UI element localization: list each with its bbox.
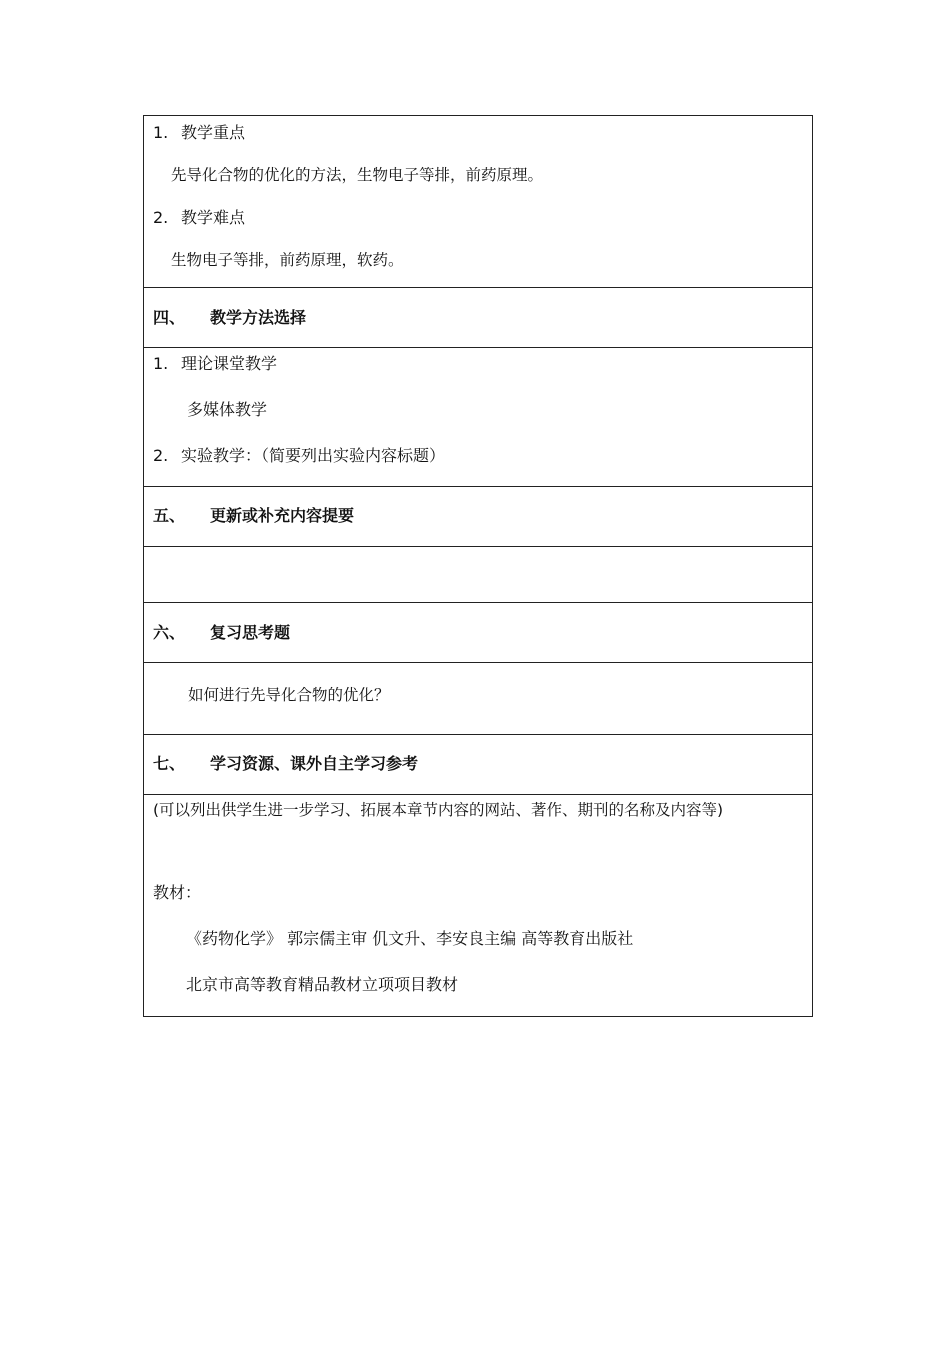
review-questions-section [144,662,812,734]
section-5-heading: 五、 更新或补充内容提要 [153,506,355,525]
section-6-heading-row [144,602,812,662]
section-5-heading-row [144,486,812,546]
key-point-heading: 1. 教学重点 [153,123,246,142]
syllabus-table [143,115,813,1017]
key-point-text: 先导化合物的优化的方法，生物电子等排，前药原理。 [171,166,544,184]
textbook-project: 北京市高等教育精品教材立项项目教材 [186,975,459,994]
difficult-point-heading: 2. 教学难点 [153,208,246,227]
section-7-heading: 七、 学习资源、课外自主学习参考 [153,754,419,773]
learning-resources-section [144,794,812,1016]
teaching-methods-section [144,347,812,486]
method-1: 1. 理论课堂教学 [153,354,278,373]
method-2: 2. 实验教学：（简要列出实验内容标题） [153,446,446,465]
textbook-entry: 《药物化学》 郭宗儒主审 仉文升、李安良主编 高等教育出版社 [186,929,634,948]
teaching-points-section [144,116,812,287]
textbook-label: 教材： [153,883,202,902]
method-1-text: 多媒体教学 [187,400,268,419]
section-4-heading: 四、 教学方法选择 [153,308,307,327]
section-6-heading: 六、 复习思考题 [153,623,291,642]
update-content-section [144,546,812,602]
section-7-heading-row [144,734,812,794]
section-4-heading-row [144,287,812,347]
review-question: 如何进行先导化合物的优化？ [188,686,390,704]
difficult-point-text: 生物电子等排，前药原理，软药。 [171,251,404,269]
resources-note: (可以列出供学生进一步学习、拓展本章节内容的网站、著作、期刊的名称及内容等) [153,801,724,819]
